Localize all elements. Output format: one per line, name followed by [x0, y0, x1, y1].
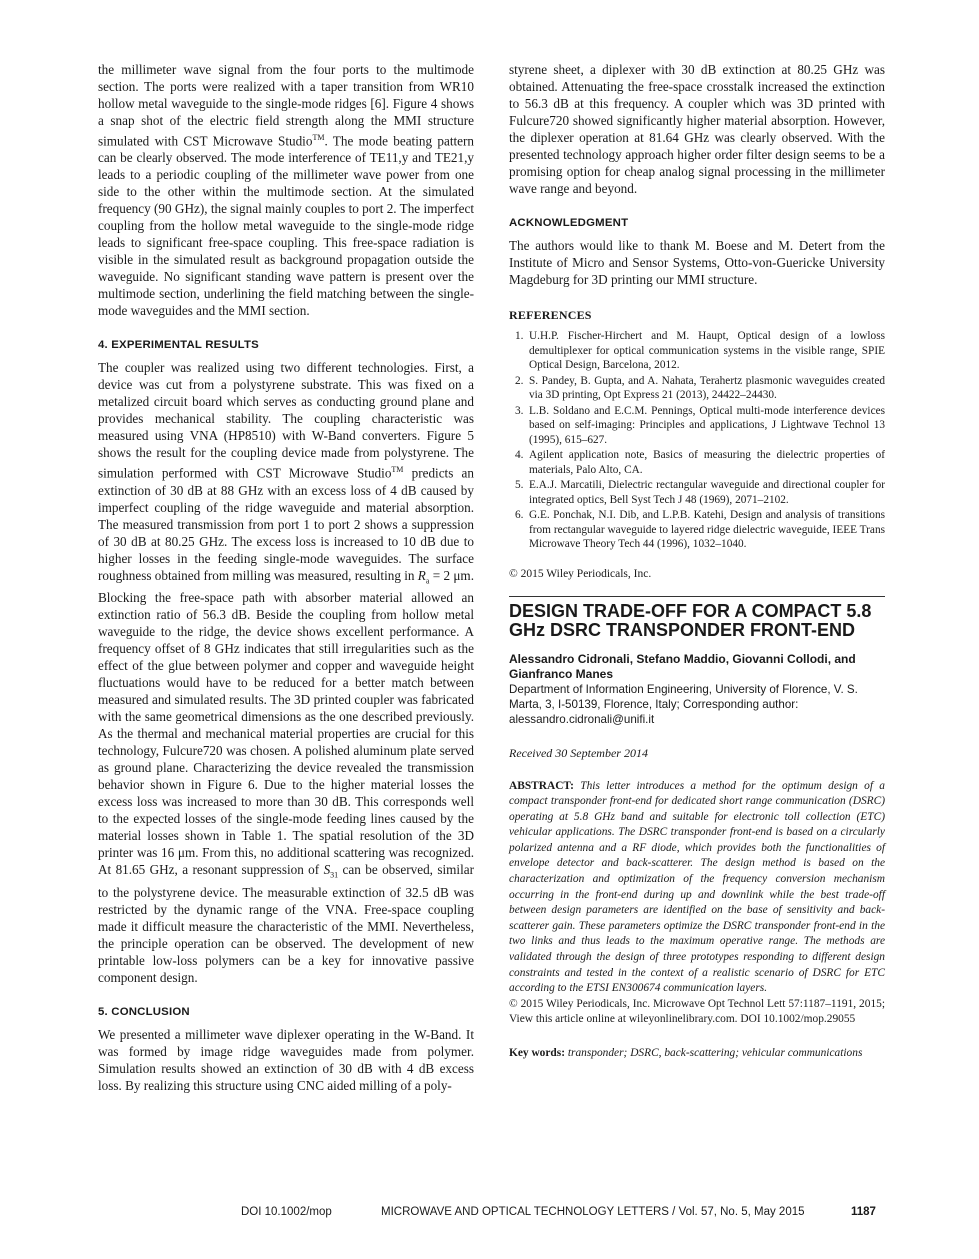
reference-item: 4. Agilent application note, Basics of measuring the dielectric properties of materials, Palo Alto, CA.	[515, 449, 885, 476]
reference-item: 6. G.E. Ponchak, N.I. Dib, and L.P.B. Katehi, Design and analysis of transitions from rectangular waveguide to layered ridge dielectric waveguide, IEEE Trans Microwave Theory Tech 44 (1996), 1032–1040.	[515, 509, 885, 550]
reference-item: 2. S. Pandey, B. Gupta, and A. Nahata, Terahertz plasmonic waveguides created via 3D printing, Opt Express 21 (2013), 24422–24430.	[515, 374, 885, 401]
experimental-paragraph: The coupler was realized using two different technologies. First, a device was cut from a polystyrene substrate. This was fixed on a metalized circuit board which serves as conducting ground plane and provides mechanical stability. The coupling characteristic was measured using VNA (HP8510) with W-Band converters. Figure 5 shows the result for the coupling device made from polystyrene. The simulation performed with CST Microwave Studio™ predicts an extinction of 30 dB at 88 GHz with an excess loss of 4 dB caused by imperfect coupling of the ridge waveguide and material absorption. The measured transmission from port 1 to port 2 shows a suppression of 30 dB at 80.25 GHz. The excess loss is increased to 10 dB due to higher losses in the feeding single-mode waveguides. The surface roughness obtained from milling was measured, resulting in $R_a = 2$ μm. Blocking the free-space path with absorber material allowed an extinction ratio of 56.3 dB. Beside the coupling from hollow metal waveguide to the ridge, the device shows excellent performance. A frequency offset of 8 GHz indicates that still irregularities such as the effect of the glue between polymer and copper and waveguide height fluctuations would have to be reduced for a better match between measured and simulated results. The 3D printed coupler was fabricated with the same geometrical dimensions as the one described previously. As the thermal and mechanical material properties are crucial for this technology, Fulcure720 was chosen. A polished aluminum plate served as ground plane. Characterizing the device revealed the transmission behavior shown in Figure 6. Due to the higher material losses the excess loss was increased to more than 30 dB. This corresponds well to the expected losses of the single-mode feeding lines caused by the material losses shown in Table 1. The spatial resolution of the 3D printer was 16 μm. From this, no additional scattering was recognized. At 81.65 GHz, a resonant suppression of $S_{31}$ can be observed, similar to the polystyrene device. The measurable extinction of 32.5 dB was restricted by the dynamic range of the VNA. Free-space coupling made it difficult measure the characteristic of the MMI. Nevertheless, the principle operation can be observed. The development of new printable low-loss polymers can be a key for innovative passive component design.	[98, 360, 474, 986]
section-heading-experimental: 4. EXPERIMENTAL RESULTS	[98, 339, 259, 352]
section-heading-acknowledgment: ACKNOWLEDGMENT	[509, 217, 629, 229]
affiliation: Department of Information Engineering, University of Florence, V. S. Marta, 3, I-50139, Florence, Italy; Corresponding author: alessandro.cidronali@unifi.it	[509, 682, 858, 726]
abstract	[509, 779, 885, 1029]
left-column	[98, 61, 474, 1094]
conclusion-continued-paragraph: styrene sheet, a diplexer with 30 dB extinction at 80.25 GHz was obtained. Attenuating the free-space crosstalk increased the extinction to 56.3 dB at this frequency. A coupler which was 3D printed with Fulcure720 showed significantly higher material absorption. However, the diplexer operation at 81.64 GHz was clearly observed. With the presented technology approach higher order filter design seems to be a promising option for cheap analog signal processing in the millimeter wave range and beyond.	[509, 62, 885, 196]
abstract-text: This letter introduces a method for the optimum design of a compact transponder front-end for dedicated short range communication (DSRC) operating at 5.8 GHz band and suitable for electronic toll collection (ETC) vehicular applications. The DSRC transponder front-end is based on a circularly polarized antenna and a RF diode, which provides both the functionalities of envelope detector and back-scatterer. The design method is based on the characterization and optimization of the frequency conversion mechanism occurring in the front-end during up and downlink while the best trade-off between design parameters are identified on the base of sensitivity and back-scatterer gain. These parameters optimize the DSRC transponder front-end in the two links and thus leads to the maximum operative range. The methods are validated through the design of three prototypes responding to different design constraints and tested in the context of a realistic scenario of DSRC for ETC according to the ETSI EN300674 communication layers.	[509, 779, 885, 995]
section-heading-conclusion: 5. CONCLUSION	[98, 1006, 190, 1019]
keywords	[509, 1046, 885, 1062]
received-date: Received 30 September 2014	[509, 745, 648, 760]
reference-item: 5. E.A.J. Marcatili, Dielectric rectangular waveguide and directional coupler for integrated optics, Bell Syst Tech J 48 (1969), 2071–2102.	[515, 479, 885, 506]
article-title: DESIGN TRADE-OFF FOR A COMPACT 5.8 GHz DSRC TRANSPONDER FRONT-END	[509, 600, 872, 640]
footer-journal: MICROWAVE AND OPTICAL TECHNOLOGY LETTERS / Vol. 57, No. 5, May 2015	[381, 1206, 805, 1218]
right-column	[509, 61, 885, 1062]
page-number: 1187	[851, 1206, 876, 1218]
abstract-publication-info: © 2015 Wiley Periodicals, Inc. Microwave Opt Technol Lett 57:1187–1191, 2015; View this article online at wileyonlinelibrary.com. DOI 10.1002/mop.29055	[509, 997, 885, 1026]
acknowledgment-paragraph: The authors would like to thank M. Boese and M. Detert from the Institute of Micro and Sensor Systems, Otto-von-Guericke University Magdeburg for 3D printing our MMI structure.	[509, 238, 885, 287]
intro-paragraph: the millimeter wave signal from the four ports to the multimode section. The ports were realized with a taper transition from WR10 hollow metal waveguide to the single-mode ridges [6]. Figure 4 shows a snap shot of the electric field strength along the MMI structure simulated with CST Microwave Studio™. The mode beating pattern can be clearly observed. The mode interference of TE11,y and TE21,y leads to a periodic coupling of the millimeter wave power from one side to the other within the multimode section. At the simulated frequency (90 GHz), the signal mainly couples to port 2. The imperfect coupling from the hollow metal waveguide to the single-mode ridge leads to significant free-space coupling. This free-space radiation is visible in the simulated result as background propagation outside the waveguide. No significant standing wave pattern is present over the multimode section, underlining the field matching between the single-mode waveguides and the MMI section.	[98, 62, 474, 319]
footer-doi: DOI 10.1002/mop	[241, 1206, 332, 1218]
reference-item: 3. L.B. Soldano and E.C.M. Pennings, Optical multi-mode interference devices based on self-imaging: Principles and applications, J Lightwave Technol 13 (1995), 615–627.	[515, 404, 885, 446]
keywords-text: transponder; DSRC, back-scattering; vehicular communications	[567, 1047, 863, 1059]
reference-item: 1. U.H.P. Fischer-Hirchert and M. Haupt, Optical design of a lowloss demultiplexer for optical communication systems in the visible range, SPIE Optical Design, Barcelona, 2012.	[515, 330, 885, 371]
reference-list	[509, 329, 885, 552]
section-heading-references: REFERENCES	[509, 308, 592, 322]
article-divider	[509, 596, 885, 597]
abstract-label: ABSTRACT:	[509, 779, 574, 792]
copyright-line: © 2015 Wiley Periodicals, Inc.	[509, 567, 652, 580]
author-list: Alessandro Cidronali, Stefano Maddio, Giovanni Collodi, and Gianfranco Manes	[509, 651, 856, 681]
keywords-label: Key words:	[509, 1047, 565, 1059]
conclusion-paragraph: We presented a millimeter wave diplexer operating in the W-Band. It was formed by image ridge waveguides made from polymer. Simulation results showed an extinction of 30 dB with 4 dB excess loss. By realizing this structure using CNC aided milling of a poly-	[98, 1027, 474, 1094]
